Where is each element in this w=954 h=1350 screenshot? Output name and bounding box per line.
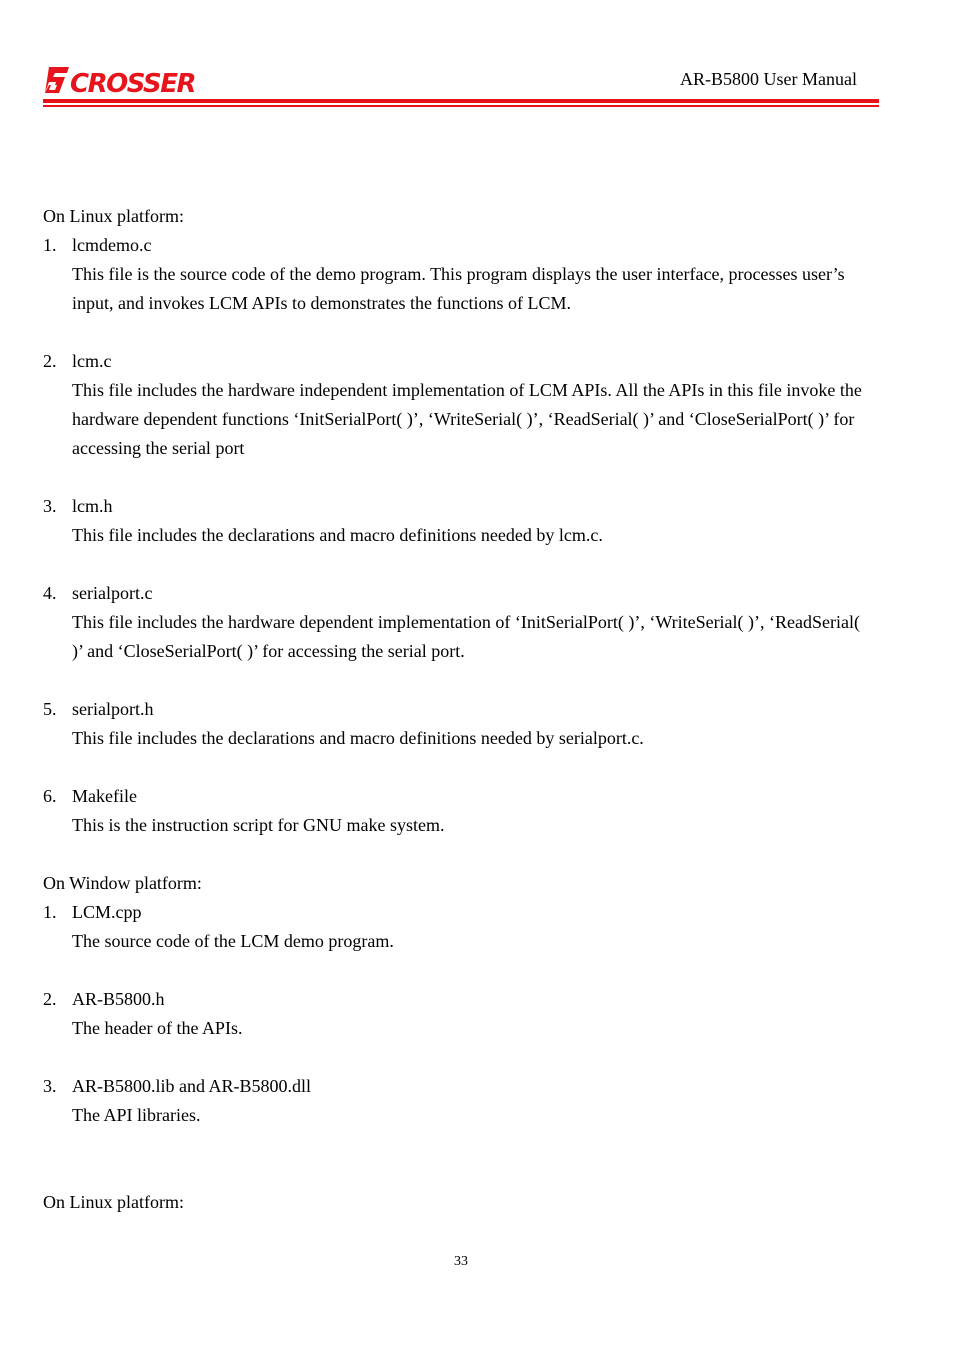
list-item xyxy=(43,782,863,840)
item-title: AR-B5800.lib and AR-B5800.dll xyxy=(72,1076,312,1096)
item-number: 3. xyxy=(43,496,57,516)
item-description: This file includes the declarations and macro definitions needed by serialport.c. xyxy=(72,728,644,748)
item-description: This file includes the declarations and macro definitions needed by lcm.c. xyxy=(72,525,603,545)
document-title: AR-B5800 User Manual xyxy=(680,69,857,89)
item-number: 3. xyxy=(43,1076,57,1096)
list-item xyxy=(43,231,863,318)
item-number: 1. xyxy=(43,902,57,922)
item-title: lcm.h xyxy=(72,496,113,516)
item-number: 1. xyxy=(43,235,57,255)
list-item xyxy=(43,347,863,463)
header-divider xyxy=(43,99,879,103)
item-description: This file includes the hardware independent implementation of LCM APIs. All the APIs in this file invoke the hardware dependent functions ‘InitSerialPort( )’, ‘WriteSerial( )’, ‘ReadSerial( )’ and ‘CloseSerialPort( )’ for accessing the serial port xyxy=(72,380,862,458)
list-item xyxy=(43,898,863,956)
item-title: LCM.cpp xyxy=(72,902,142,922)
section-heading-linux-2: On Linux platform: xyxy=(43,1192,184,1212)
page-number: 33 xyxy=(454,1254,468,1269)
svg-text:CROSSER: CROSSER xyxy=(70,69,196,97)
list-item xyxy=(43,985,863,1043)
item-description: This file includes the hardware dependent implementation of ‘InitSerialPort( )’, ‘WriteSerial( )’, ‘ReadSerial( )’ and ‘CloseSerialPort( )’ for accessing the serial port. xyxy=(72,612,860,661)
header-divider-thin xyxy=(43,105,879,107)
list-item xyxy=(43,695,863,753)
item-title: lcmdemo.c xyxy=(72,235,152,255)
item-description: The source code of the LCM demo program. xyxy=(72,931,394,951)
item-description: This file is the source code of the demo program. This program displays the user interface, processes user’s input, and invokes LCM APIs to demonstrates the functions of LCM. xyxy=(72,264,845,313)
list-item xyxy=(43,1072,863,1130)
item-number: 4. xyxy=(43,583,57,603)
item-title: AR-B5800.h xyxy=(72,989,165,1009)
item-description: The API libraries. xyxy=(72,1105,201,1125)
acrosser-logo xyxy=(43,63,203,97)
document-body xyxy=(43,202,863,1217)
item-description: The header of the APIs. xyxy=(72,1018,243,1038)
item-number: 5. xyxy=(43,699,57,719)
item-title: lcm.c xyxy=(72,351,112,371)
item-title: serialport.h xyxy=(72,699,154,719)
item-number: 2. xyxy=(43,989,57,1009)
section-heading-windows: On Window platform: xyxy=(43,873,202,893)
item-description: This is the instruction script for GNU make system. xyxy=(72,815,445,835)
item-title: serialport.c xyxy=(72,583,153,603)
list-item xyxy=(43,492,863,550)
item-number: 6. xyxy=(43,786,57,806)
item-title: Makefile xyxy=(72,786,137,806)
item-number: 2. xyxy=(43,351,57,371)
section-heading-linux: On Linux platform: xyxy=(43,206,184,226)
list-item xyxy=(43,579,863,666)
